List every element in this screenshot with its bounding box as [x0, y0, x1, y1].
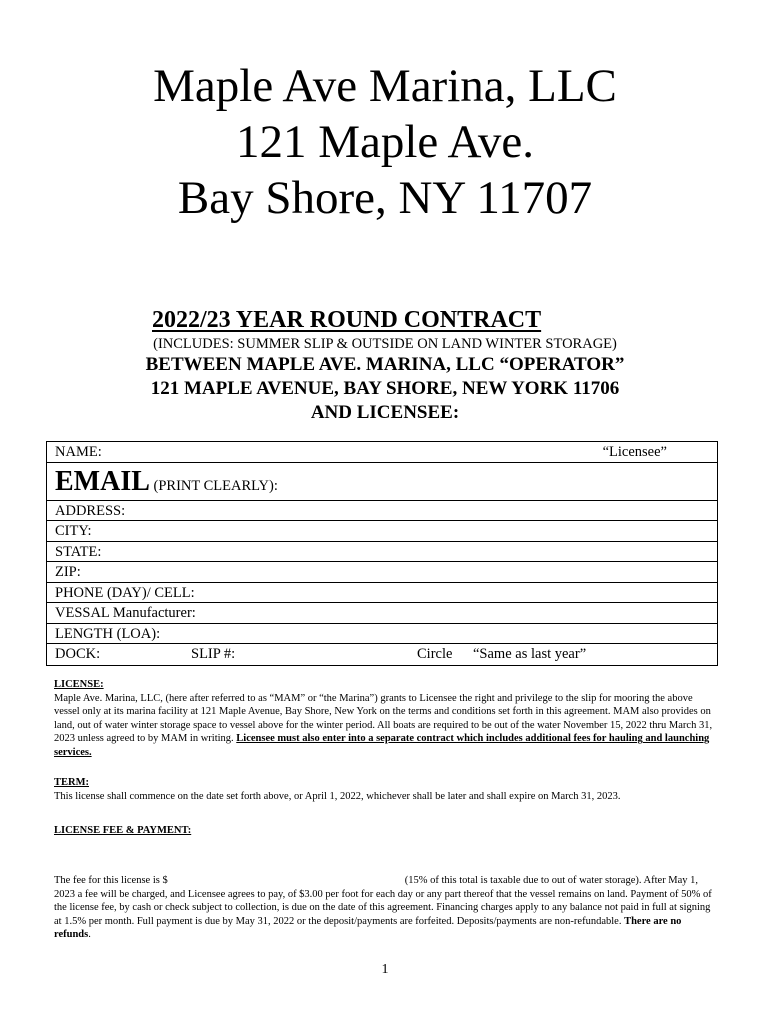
email-note: (PRINT CLEARLY): [153, 477, 278, 494]
email-field[interactable] [47, 463, 717, 501]
vessel-field[interactable] [47, 603, 717, 624]
license-heading: LICENSE: [54, 679, 104, 690]
fee-heading: LICENSE FEE & PAYMENT: [54, 825, 192, 836]
dock-slip-field[interactable] [47, 644, 717, 665]
marina-header [0, 58, 770, 226]
term-heading: TERM: [54, 777, 89, 788]
address-field[interactable] [47, 501, 717, 522]
phone-label: PHONE (DAY)/ CELL: [55, 584, 195, 601]
includes-note: (INCLUDES: SUMMER SLIP & OUTSIDE ON LAND WINTER STORAGE) [153, 336, 617, 352]
slip-label: SLIP #: [191, 646, 236, 662]
name-field[interactable] [47, 442, 717, 463]
city-label: CITY: [55, 523, 92, 539]
circle-label: Circle [417, 646, 453, 662]
no-refunds: There are no refunds [54, 915, 682, 941]
zip-field[interactable] [47, 562, 717, 583]
licensee-tag: “Licensee” [602, 444, 667, 460]
company-name: Maple Ave Marina, LLC [153, 60, 617, 112]
between-line-3: AND LICENSEE: [310, 402, 460, 423]
fee-lead: The fee for this license is $ [54, 875, 168, 886]
term-text: This license shall commence on the date set forth above, or April 1, 2022, whichever shall be later and shall expire on March 31, 2023. [54, 790, 621, 802]
length-field[interactable] [47, 624, 717, 645]
city-field[interactable] [47, 521, 717, 542]
license-text: Maple Ave. Marina, LLC, (here after referred to as “MAM” or “the Marina”) grants to Licensee the right and privilege to the slip for mooring the above vessel only at its marina facility at 121 Maple Avenue, Bay Shore, New York on the terms and conditions set forth in this agreement. MAM also provides on land, out of water winter storage space to vessel above for the winter period. All boats are required to be out of the water November 15, 2022 thru March 31, 2023 unless agreed to by MAM in writing. [54, 692, 713, 745]
state-label: STATE: [55, 543, 102, 560]
state-field[interactable] [47, 542, 717, 563]
fee-text: (15% of this total is taxable due to out of water storage). After May 1, 2023 a fee will be charged, and Licensee agrees to pay, of $3.00 per foot for each day or any part thereof that the vessel remains on land. Payment of 50% of the license fee, by cash or check subject to collection, is due on the date of this agreement. Financing charges apply to any balance not paid in full at signing at 1.5% per month. Full payment is due by May 31, 2022 or the deposit/payments are forfeited. Deposits/payments are non-refundable. [54, 875, 712, 927]
between-line-1: BETWEEN MAPLE AVE. MARINA, LLC “OPERATOR” [145, 354, 625, 375]
license-emphasis: Licensee must also enter into a separate contract which includes additional fees for hauling and launching services. [54, 733, 710, 758]
address-label: ADDRESS: [55, 502, 126, 519]
licensee-form [46, 441, 718, 666]
street-address: 121 Maple Ave. [235, 116, 535, 168]
parties-block [0, 353, 770, 425]
email-label: EMAIL [55, 465, 150, 497]
dock-label: DOCK: [55, 646, 101, 662]
license-paragraph [54, 692, 716, 760]
fee-period: . [88, 929, 91, 941]
between-line-2: 121 MAPLE AVENUE, BAY SHORE, NEW YORK 11706 [150, 378, 620, 399]
fee-section [54, 874, 716, 942]
length-label: LENGTH (LOA): [55, 625, 161, 642]
city-state-zip: Bay Shore, NY 11707 [177, 172, 593, 224]
license-section [54, 678, 716, 760]
vessel-label: VESSAL Manufacturer: [55, 605, 196, 621]
zip-label: ZIP: [55, 564, 81, 580]
name-label: NAME: [55, 444, 102, 460]
same-as-last-year-option[interactable]: “Same as last year” [473, 646, 587, 662]
page-number: 1 [381, 962, 389, 977]
contract-title: 2022/23 YEAR ROUND CONTRACT [152, 307, 542, 333]
fee-heading-block [54, 824, 716, 838]
term-section [54, 776, 716, 803]
phone-field[interactable] [47, 583, 717, 604]
